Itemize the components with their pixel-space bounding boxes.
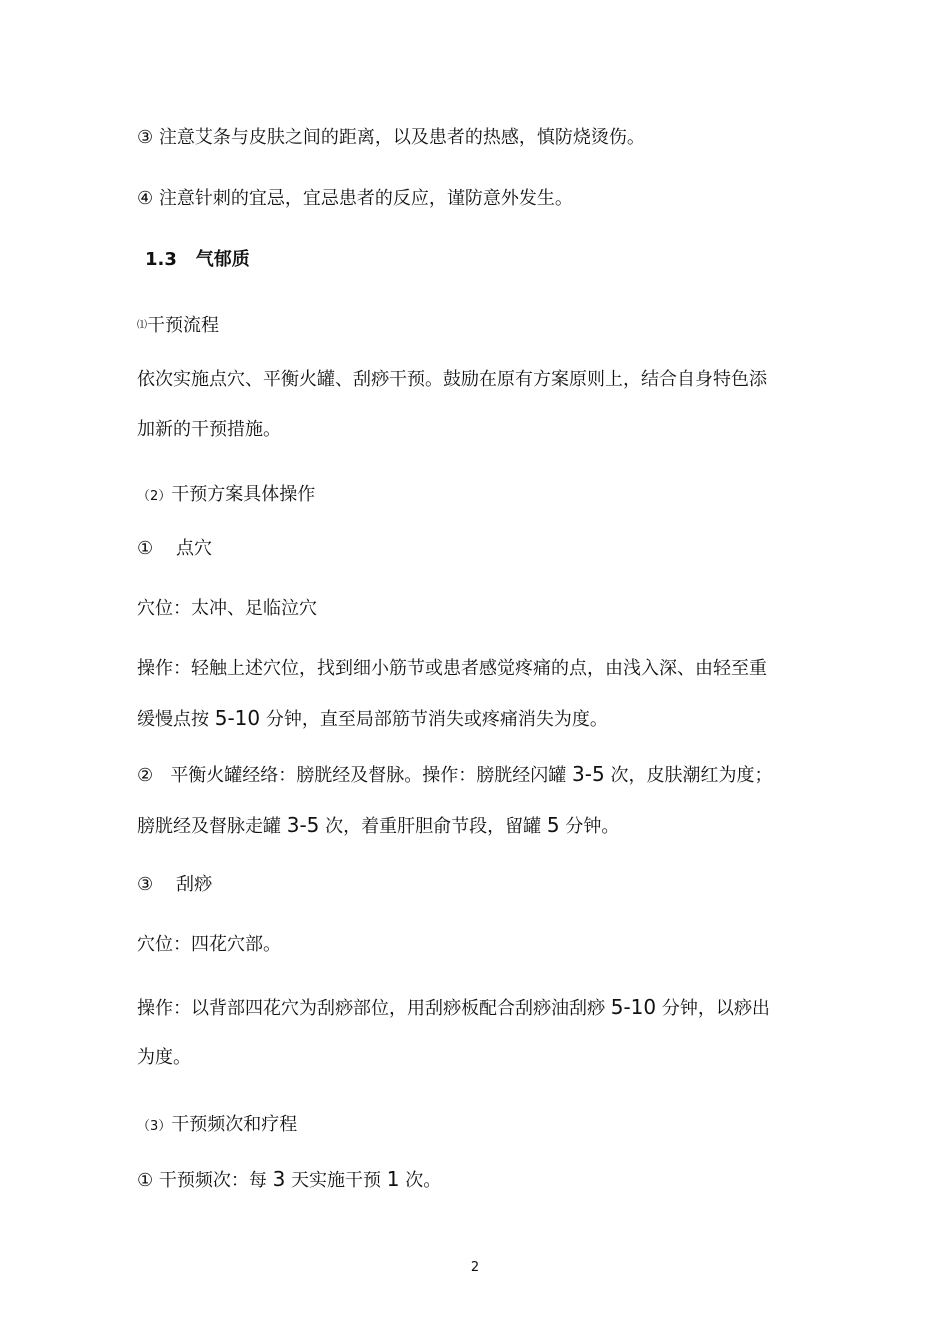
number: 5 [546,813,560,837]
list-item-1 [137,537,212,561]
list-marker: ② [137,765,154,786]
text-run: 平衡火罐经络：膀胱经及督脉。操作：膀胱经闪罐 [170,765,573,786]
list-text: 刮痧 [176,874,213,895]
number: 5-10 [610,995,657,1019]
list-item-2-cont [137,813,619,839]
list-item-2 [137,762,772,788]
text-run: ① 干预频次：每 [137,1170,273,1191]
acupoint-line: 穴位：太冲、足临泣穴 [137,598,317,619]
list-marker: ③ [137,874,154,895]
paragraph-line: 依次实施点穴、平衡火罐、刮痧干预。鼓励在原有方案原则上，结合自身特色添 [137,369,767,390]
number: 3-5 [286,813,320,837]
subsection-1 [137,314,219,338]
text-run: 操作：以背部四花穴为刮痧部位，用刮痧板配合刮痧油刮痧 [137,998,611,1019]
subsection-marker: （3） [137,1119,172,1134]
page-number: 2 [470,1260,480,1275]
section-number: 1.3 [145,249,177,270]
list-marker: ① [137,538,154,559]
frequency-line [137,1167,441,1193]
subsection-title: 干预方案具体操作 [171,484,316,505]
operation-line: 操作：轻触上述穴位，找到细小筋节或患者感觉疼痛的点，由浅入深、由轻至重 [137,658,767,679]
list-item-3 [137,873,212,897]
operation-line: 为度。 [137,1047,191,1068]
subsection-marker: （2） [137,489,172,504]
list-text: 点穴 [176,538,213,559]
number: 1 [386,1167,400,1191]
subsection-title: 干预流程 [147,315,219,336]
number: 3-5 [572,762,605,786]
section-heading-1-3 [145,248,250,272]
note-item-4: ④ 注意针刺的宜忌，宜忌患者的反应，谨防意外发生。 [137,188,573,209]
subsection-title: 干预频次和疗程 [171,1114,298,1135]
subsection-2 [137,483,315,509]
number: 5-10 [214,706,261,730]
text-run: 膀胱经及督脉走罐 [137,816,287,837]
operation-line [137,995,770,1021]
subsection-marker: ⑴ [137,320,147,331]
section-title: 气郁质 [195,249,250,270]
text-run: 次。 [399,1170,442,1191]
operation-line [137,706,608,732]
subsection-3 [137,1113,297,1139]
note-item-3: ③ 注意艾条与皮肤之间的距离，以及患者的热感，慎防烧烫伤。 [137,127,645,148]
text-run: 分钟。 [559,816,620,837]
text-run: 分钟，直至局部筋节消失或疼痛消失为度。 [260,709,608,730]
acupoint-line: 穴位：四花穴部。 [137,934,281,955]
text-run: 次，着重肝胆俞节段，留罐 [319,816,547,837]
number: 3 [272,1167,286,1191]
paragraph-line: 加新的干预措施。 [137,419,281,440]
text-run: 天实施干预 [285,1170,387,1191]
text-run: 缓慢点按 [137,709,215,730]
text-run: 分钟，以痧出 [656,998,770,1019]
text-run: 次，皮肤潮红为度； [604,765,773,786]
